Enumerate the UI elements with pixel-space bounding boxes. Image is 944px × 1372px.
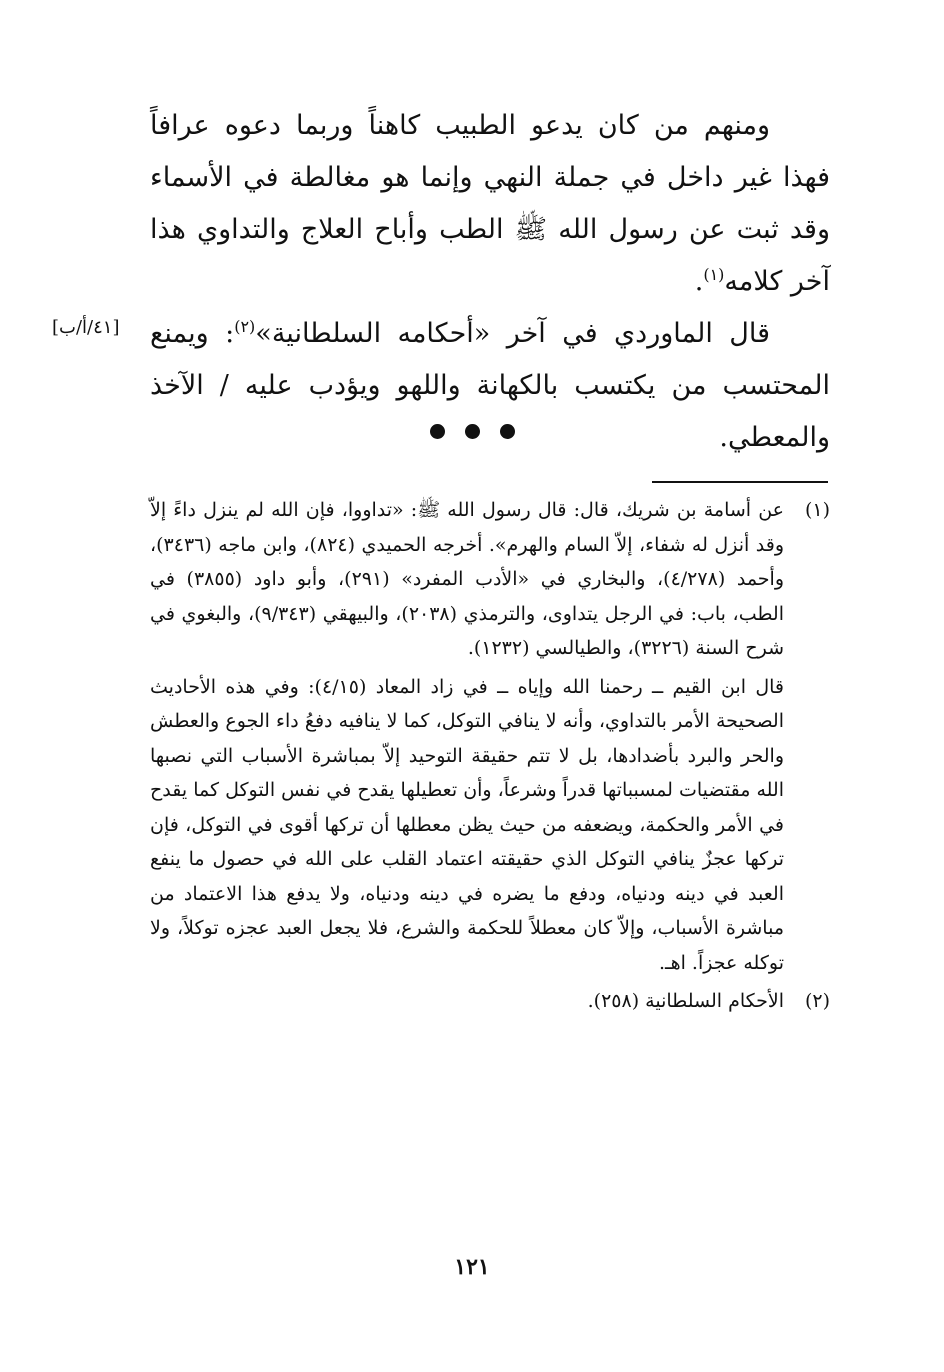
section-ornament bbox=[0, 424, 944, 443]
footnote-2 bbox=[150, 984, 830, 1023]
ornament-dot-icon bbox=[430, 424, 445, 439]
main-paragraph-1 bbox=[150, 100, 830, 308]
footnote-ref-1[interactable]: (١) bbox=[703, 265, 725, 284]
main-paragraph-2-text-a: قال الماوردي في آخر «أحكامه السلطانية» bbox=[255, 318, 770, 349]
footnote-1-body bbox=[150, 493, 784, 984]
footnote-1-text-2: قال ابن القيم ــ رحمنا الله وإياه ــ في زاد المعاد (٤/١٥): وفي هذه الأحاديث الصحيحة الأمر بالتداوي، وأنه لا ينافي التوكل، كما لا ينافيه دفعُ داء الجوع والعطش والحر والبرد بأضدادها، بل لا تتم حقيقة التوحيد إلاّ بمباشرة الأسباب التي نصبها الله مقتضيات لمسبباتها قدراً وشرعاً، وأن تعطيلها يقدح في نفس التوكل كما يقدح في الأمر والحكمة، ويضعفه من حيث يظن معطلها أن تركها أقوى في التوكل، فإن تركها عجزٌ ينافي التوكل الذي حقيقته اعتماد القلب على الله في حصول ما ينفع العبد في دينه ودنياه، ودفع ما يضره في دينه ودنياه، ولا يدفع هذا الاعتماد من مباشرة الأسباب، وإلاّ كان معطلاً للحكمة والشرع، فلا يجعل العبد عجزه توكلاً، ولا توكله عجزاً. اهـ. bbox=[150, 675, 784, 974]
page-number: ١٢١ bbox=[454, 1254, 490, 1280]
main-paragraph-1-end: . bbox=[694, 266, 704, 297]
footnotes bbox=[150, 493, 830, 1023]
footnote-2-text: الأحكام السلطانية (٢٥٨). bbox=[587, 990, 784, 1012]
ornament-dot-icon bbox=[465, 424, 480, 439]
manuscript-margin-reference: [٤١/أ/ب] bbox=[52, 317, 120, 338]
footnote-2-body bbox=[150, 984, 784, 1023]
main-text bbox=[150, 100, 830, 464]
footnote-separator bbox=[652, 481, 828, 483]
footnote-2-number: (٢) bbox=[804, 990, 830, 1012]
footnote-1-number: (١) bbox=[804, 499, 830, 521]
main-paragraph-2-text-b: : ويمنع المحتسب من يكتسب بالكهانة واللهو ويؤدب عليه / الآخذ والمعطي. bbox=[150, 318, 830, 453]
footnote-ref-2[interactable]: (٢) bbox=[234, 317, 256, 336]
ornament-dot-icon bbox=[500, 424, 515, 439]
footnote-1 bbox=[150, 493, 830, 984]
footnote-1-text-1: عن أسامة بن شريك، قال: قال رسول الله ﷺ: «تداووا، فإن الله لم ينزل داءً إلاّ وقد أنزل له شفاء، إلاّ السام والهرم». أخرجه الحميدي (٨٢٤)، وابن ماجه (٣٤٣٦)، وأحمد (٤/٢٧٨)، والبخاري في «الأدب المفرد» (٢٩١)، وأبو داود (٣٨٥٥) في الطب، باب: في الرجل يتداوى، والترمذي (٢٠٣٨)، والبيهقي (٩/٣٤٣)، والبغوي في شرح السنة (٣٢٢٦)، والطيالسي (١٢٣٢). bbox=[150, 499, 785, 659]
main-paragraph-1-text: ومنهم من كان يدعو الطبيب كاهناً وربما دعوه عرافاً فهذا غير داخل في جملة النهي وإنما هو مغالطة في الأسماء وقد ثبت عن رسول الله ﷺ الطب وأباح العلاج والتداوي هذا آخر كلامه bbox=[150, 110, 830, 297]
